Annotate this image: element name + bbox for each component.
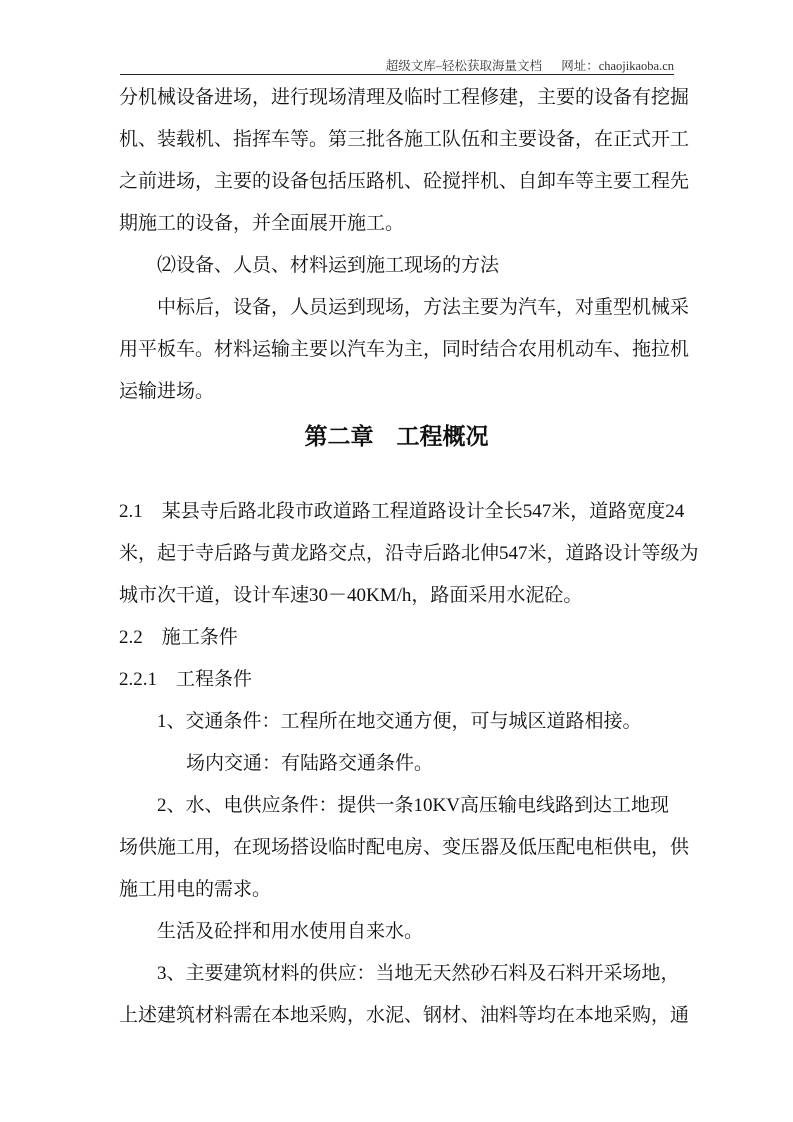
paragraph-line: 3、主要建筑材料的供应：当地无天然砂石料及石料开采场地， [157, 963, 680, 984]
page-header [120, 56, 674, 75]
header-url: 网址：chaojikaoba.cn [561, 59, 674, 73]
paragraph-line: 1、交通条件：工程所在地交通方便，可与城区道路相接。 [157, 711, 642, 732]
paragraph-line: 运输进场。 [119, 381, 215, 402]
section-heading: 2.2 施工条件 [119, 627, 238, 648]
paragraph-line: 机、装载机、指挥车等。第三批各施工队伍和主要设备，在正式开工 [119, 129, 690, 150]
paragraph-line: 城市次干道，设计车速30－40KM/h，路面采用水泥砼。 [119, 585, 583, 606]
paragraph-line: 2.1 某县寺后路北段市政道路工程道路设计全长547米，道路宽度24 [119, 501, 685, 522]
paragraph-line: 期施工的设备，并全面展开施工。 [119, 213, 405, 234]
paragraph-line: 生活及砼拌和用水使用自来水。 [157, 921, 424, 942]
paragraph-line: 用平板车。材料运输主要以汽车为主，同时结合农用机动车、拖拉机 [119, 339, 690, 360]
paragraph-line: 2、水、电供应条件：提供一条10KV高压输电线路到达工地现 [157, 795, 669, 816]
paragraph-line: 分机械设备进场，进行现场清理及临时工程修建，主要的设备有挖掘 [119, 87, 690, 108]
section-heading: 2.2.1 工程条件 [119, 669, 253, 690]
paragraph-line: 场供施工用，在现场搭设临时配电房、变压器及低压配电柜供电，供 [119, 837, 690, 858]
subheading: ⑵设备、人员、材料运到施工现场的方法 [157, 255, 500, 276]
paragraph-line: 中标后，设备，人员运到现场，方法主要为汽车，对重型机械采 [157, 297, 690, 318]
paragraph-line: 米，起于寺后路与黄龙路交点，沿寺后路北伸547米，道路设计等级为 [119, 543, 699, 564]
paragraph-line: 上述建筑材料需在本地采购，水泥、钢材、油料等均在本地采购，通 [119, 1005, 690, 1026]
paragraph-line: 施工用电的需求。 [119, 879, 272, 900]
paragraph-line: 场内交通：有陆路交通条件。 [186, 753, 434, 774]
chapter-title: 第二章 工程概况 [304, 424, 489, 450]
header-site-name: 超级文库–轻松获取海量文档 [385, 59, 543, 73]
paragraph-line: 之前进场，主要的设备包括压路机、砼搅拌机、自卸车等主要工程先 [119, 171, 690, 192]
